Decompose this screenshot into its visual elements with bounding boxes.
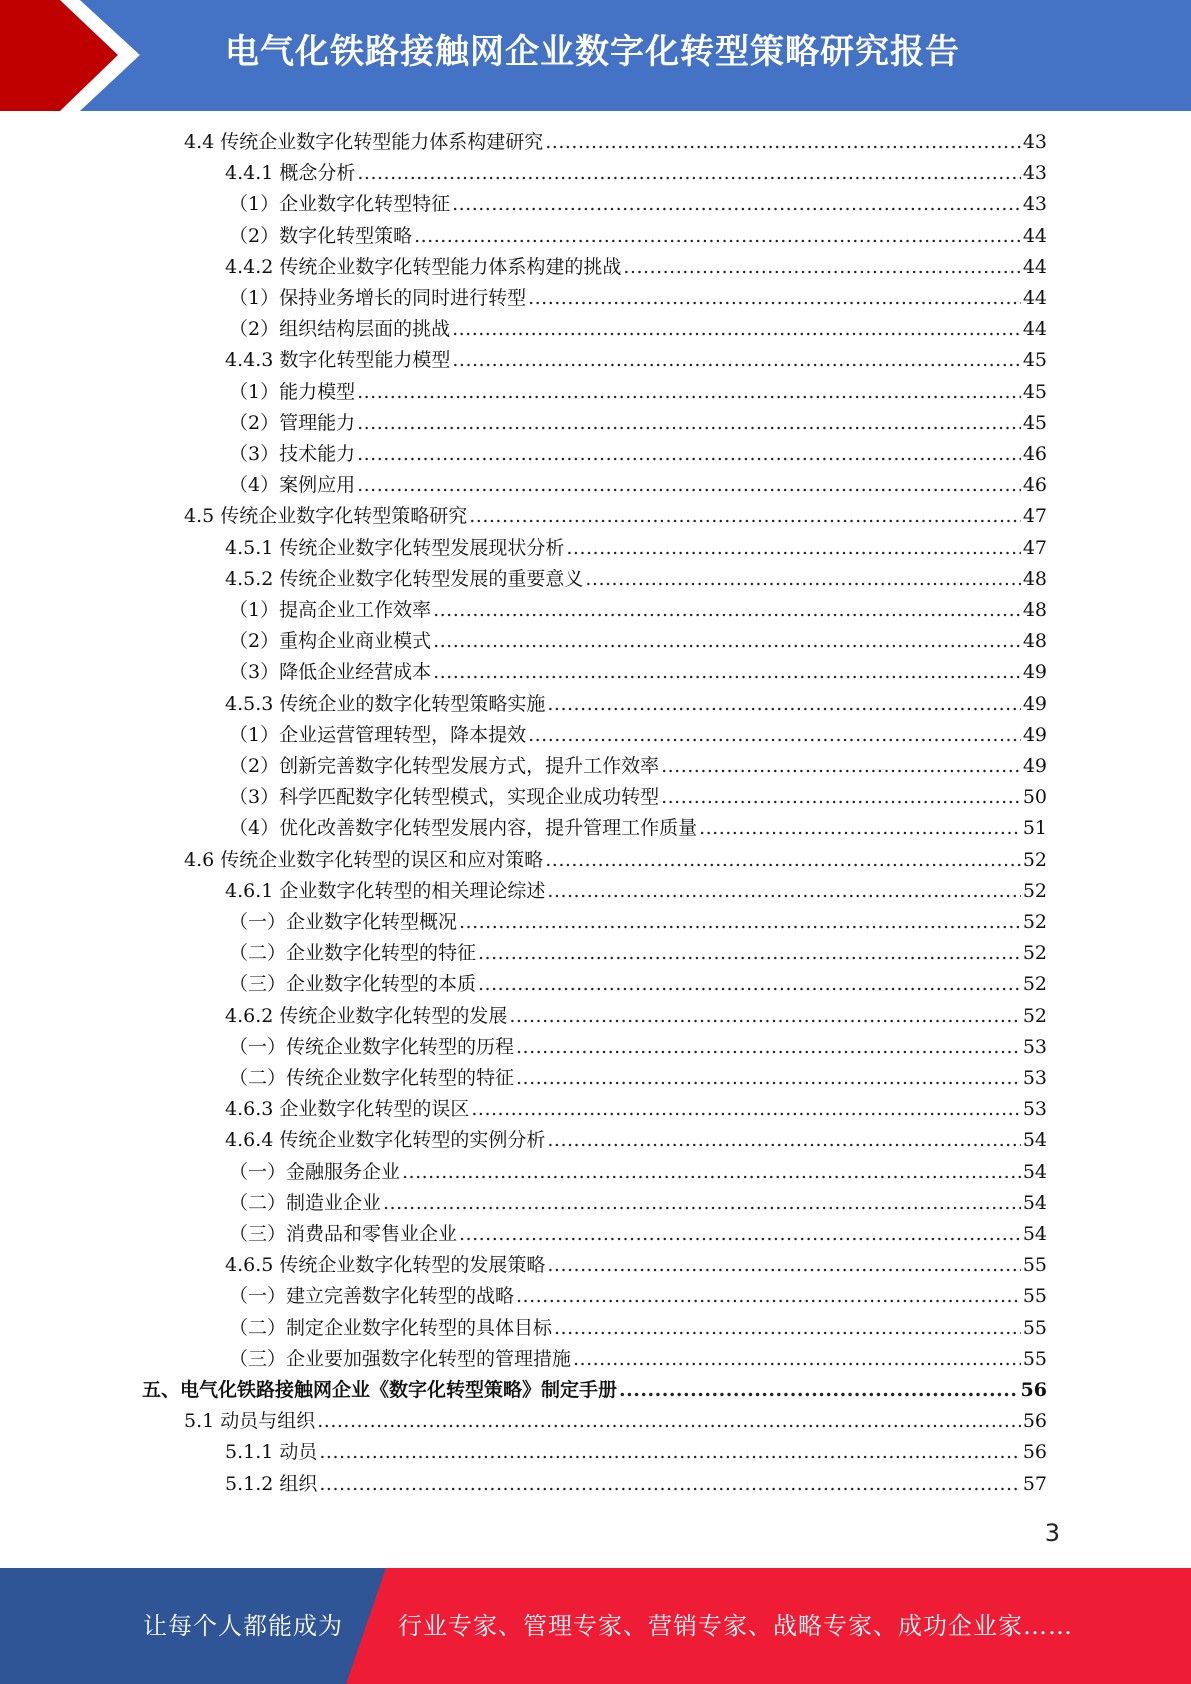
toc-leader-dots <box>478 942 1021 964</box>
toc-entry[interactable] <box>229 907 1047 938</box>
toc-entry[interactable] <box>229 1063 1047 1094</box>
toc-entry[interactable] <box>184 845 1047 876</box>
toc-entry[interactable] <box>229 782 1047 813</box>
document-title: 电气化铁路接触网企业数字化转型策略研究报告 <box>225 32 960 72</box>
toc-entry-label: 5.1.2 组织 <box>225 1472 318 1495</box>
toc-entry[interactable] <box>229 657 1047 688</box>
toc-entry-page: 52 <box>1022 942 1047 965</box>
toc-entry-page: 56 <box>1022 1410 1047 1433</box>
toc-entry-label: 4.5.1 传统企业数字化转型发展现状分析 <box>225 536 565 559</box>
toc-entry[interactable] <box>184 501 1047 532</box>
toc-leader-dots <box>545 849 1021 871</box>
toc-entry-page: 55 <box>1022 1254 1047 1277</box>
toc-entry-label: （2）组织结构层面的挑战 <box>229 318 451 341</box>
toc-entry-page: 44 <box>1022 224 1047 247</box>
toc-entry-page: 54 <box>1022 1223 1047 1245</box>
toc-leader-dots <box>619 1379 1019 1401</box>
toc-entry-page: 49 <box>1022 692 1047 715</box>
toc-entry[interactable] <box>225 1469 1047 1500</box>
toc-leader-dots <box>357 412 1021 434</box>
toc-entry-page: 55 <box>1022 1285 1047 1308</box>
footer-slogan-left: 让每个人都能成为 <box>143 1612 343 1640</box>
toc-entry-page: 49 <box>1022 661 1047 684</box>
toc-entry-label: 4.4.1 概念分析 <box>225 162 356 185</box>
toc-entry-label: （2）管理能力 <box>229 411 356 434</box>
toc-entry-label: （一）企业数字化转型概况 <box>229 911 458 933</box>
toc-entry-page: 46 <box>1022 474 1047 497</box>
toc-leader-dots <box>357 443 1021 465</box>
toc-leader-dots <box>545 131 1021 153</box>
toc-leader-dots <box>547 880 1020 902</box>
toc-entry[interactable] <box>229 1313 1047 1344</box>
toc-entry[interactable] <box>229 1188 1047 1219</box>
toc-entry[interactable] <box>229 439 1047 470</box>
toc-entry[interactable] <box>229 720 1047 751</box>
toc-entry-label: （2）重构企业商业模式 <box>229 630 432 653</box>
toc-leader-dots <box>433 599 1021 621</box>
toc-entry-page: 48 <box>1022 599 1047 621</box>
toc-entry-label: （3）科学匹配数字化转型模式，实现企业成功转型 <box>229 786 660 809</box>
toc-entry-page: 44 <box>1022 255 1047 278</box>
toc-entry-page: 53 <box>1022 1035 1047 1058</box>
toc-entry[interactable] <box>229 1032 1047 1063</box>
toc-leader-dots <box>554 1317 1021 1339</box>
toc-entry-page: 43 <box>1022 193 1047 216</box>
page-footer <box>0 1568 1191 1684</box>
toc-entry-label: （4）案例应用 <box>229 474 356 497</box>
toc-entry[interactable] <box>229 189 1047 220</box>
toc-entry[interactable] <box>225 1094 1047 1125</box>
toc-leader-dots <box>547 1254 1020 1276</box>
toc-entry-page: 45 <box>1022 411 1047 434</box>
toc-entry-label: （一）建立完善数字化转型的战略 <box>229 1285 515 1308</box>
toc-entry-page: 56 <box>1022 1441 1047 1464</box>
toc-leader-dots <box>452 193 1021 215</box>
toc-entry-label: 5.1.1 动员 <box>225 1441 318 1464</box>
toc-entry-page: 55 <box>1022 1347 1047 1370</box>
toc-entry-label: （2）创新完善数字化转型发展方式，提升工作效率 <box>229 755 660 777</box>
toc-leader-dots <box>357 474 1021 496</box>
toc-leader-dots <box>459 1223 1021 1245</box>
toc-entry-label: （一）金融服务企业 <box>229 1160 401 1183</box>
toc-entry[interactable] <box>229 1219 1047 1250</box>
toc-entry-label: （二）制造业企业 <box>229 1191 382 1214</box>
toc-entry[interactable] <box>229 595 1047 626</box>
toc-leader-dots <box>433 630 1021 652</box>
toc-entry-label: 4.6.5 传统企业数字化转型的发展策略 <box>225 1254 546 1277</box>
toc-entry-label: （三）消费品和零售业企业 <box>229 1223 458 1245</box>
toc-entry-page: 46 <box>1022 443 1047 465</box>
toc-entry-page: 45 <box>1022 380 1047 403</box>
toc-leader-dots <box>585 568 1020 590</box>
toc-entry[interactable] <box>225 252 1047 283</box>
toc-entry-label: 4.6.2 传统企业数字化转型的发展 <box>225 1004 508 1027</box>
toc-entry-label: 4.4 传统企业数字化转型能力体系构建研究 <box>184 131 544 153</box>
toc-entry[interactable] <box>229 751 1047 782</box>
toc-entry-label: （1）保持业务增长的同时进行转型 <box>229 287 527 309</box>
toc-entry[interactable] <box>229 314 1047 345</box>
toc-leader-dots <box>452 318 1021 340</box>
toc-entry-page: 53 <box>1022 1098 1047 1121</box>
toc-entry[interactable] <box>225 533 1047 564</box>
toc-leader-dots <box>478 973 1021 995</box>
toc-entry-page: 43 <box>1022 131 1047 153</box>
toc-entry[interactable] <box>229 813 1047 844</box>
toc-entry-page: 48 <box>1022 630 1047 653</box>
toc-entry-label: （二）传统企业数字化转型的特征 <box>229 1067 515 1089</box>
page-header <box>0 0 1191 111</box>
toc-entry[interactable] <box>225 1125 1047 1156</box>
toc-leader-dots <box>516 1036 1021 1058</box>
toc-entry[interactable] <box>229 221 1047 252</box>
toc-entry-page: 54 <box>1022 1160 1047 1183</box>
toc-entry-page: 47 <box>1022 536 1047 559</box>
header-chevron-decoration <box>0 0 160 111</box>
toc-entry-page: 52 <box>1022 879 1047 902</box>
toc-leader-dots <box>319 1473 1020 1495</box>
toc-entry[interactable] <box>225 689 1047 720</box>
toc-leader-dots <box>528 287 1021 309</box>
toc-entry-page: 56 <box>1020 1379 1047 1401</box>
toc-entry[interactable] <box>229 470 1047 501</box>
toc-entry-page: 44 <box>1022 318 1047 341</box>
toc-entry-label: （2）数字化转型策略 <box>229 224 413 247</box>
toc-entry[interactable] <box>142 1375 1047 1406</box>
toc-entry[interactable] <box>229 377 1047 408</box>
toc-entry-page: 57 <box>1022 1472 1047 1495</box>
toc-leader-dots <box>357 162 1020 184</box>
toc-entry[interactable] <box>229 1281 1047 1312</box>
page-number: 3 <box>1044 1519 1060 1547</box>
toc-leader-dots <box>459 911 1021 933</box>
toc-leader-dots <box>623 256 1020 278</box>
toc-leader-dots <box>319 1441 1020 1463</box>
toc-leader-dots <box>469 505 1021 527</box>
toc-entry-page: 44 <box>1022 287 1047 309</box>
toc-leader-dots <box>661 755 1021 777</box>
toc-entry-page: 52 <box>1022 1004 1047 1027</box>
toc-entry-page: 49 <box>1022 723 1047 746</box>
toc-entry[interactable] <box>225 1001 1047 1032</box>
toc-entry-page: 43 <box>1022 162 1047 185</box>
toc-leader-dots <box>383 1192 1021 1214</box>
toc-entry-label: （1）提高企业工作效率 <box>229 599 432 621</box>
toc-entry[interactable] <box>229 938 1047 969</box>
toc-entry-page: 52 <box>1022 848 1047 871</box>
toc-entry-label: 5.1 动员与组织 <box>184 1410 316 1433</box>
toc-leader-dots <box>357 381 1021 403</box>
toc-entry[interactable] <box>184 1406 1047 1437</box>
toc-entry-page: 52 <box>1022 911 1047 933</box>
toc-entry-label: （4）优化改善数字化转型发展内容，提升管理工作质量 <box>229 817 698 840</box>
toc-leader-dots <box>433 661 1021 683</box>
toc-entry[interactable] <box>225 1250 1047 1281</box>
toc-entry[interactable] <box>225 345 1047 376</box>
toc-entry-label: 4.6.4 传统企业数字化转型的实例分析 <box>225 1129 546 1152</box>
toc-leader-dots <box>402 1161 1021 1183</box>
toc-leader-dots <box>661 786 1021 808</box>
toc-entry-label: 4.4.2 传统企业数字化转型能力体系构建的挑战 <box>225 255 622 278</box>
toc-entry[interactable] <box>229 969 1047 1000</box>
toc-entry[interactable] <box>225 1437 1047 1468</box>
toc-entry-label: （3）技术能力 <box>229 443 356 465</box>
toc-entry-label: （二）制定企业数字化转型的具体目标 <box>229 1316 553 1339</box>
toc-entry-label: （三）企业要加强数字化转型的管理措施 <box>229 1347 572 1370</box>
toc-leader-dots <box>452 349 1020 371</box>
toc-entry-label: （一）传统企业数字化转型的历程 <box>229 1035 515 1058</box>
toc-entry[interactable] <box>225 876 1047 907</box>
toc-leader-dots <box>573 1348 1021 1370</box>
toc-entry-label: 4.6 传统企业数字化转型的误区和应对策略 <box>184 848 544 871</box>
toc-entry-label: 4.4.3 数字化转型能力模型 <box>225 349 451 372</box>
footer-slogan-right: 行业专家、管理专家、营销专家、战略专家、成功企业家…… <box>398 1612 1073 1640</box>
toc-entry-page: 54 <box>1022 1191 1047 1214</box>
toc-leader-dots <box>566 537 1020 559</box>
toc-leader-dots <box>471 1098 1020 1120</box>
toc-entry-page: 47 <box>1022 505 1047 528</box>
toc-entry-page: 54 <box>1022 1129 1047 1152</box>
toc-leader-dots <box>509 1005 1020 1027</box>
toc-entry-page: 51 <box>1022 817 1047 840</box>
toc-leader-dots <box>414 225 1021 247</box>
toc-entry-label: （三）企业数字化转型的本质 <box>229 973 477 996</box>
toc-entry[interactable] <box>225 158 1047 189</box>
toc-leader-dots <box>516 1067 1021 1089</box>
toc-entry[interactable] <box>184 127 1047 158</box>
toc-entry-label: （1）企业数字化转型特征 <box>229 193 451 216</box>
toc-leader-dots <box>528 724 1021 746</box>
toc-entry-page: 45 <box>1022 349 1047 372</box>
toc-entry-label: 五、电气化铁路接触网企业《数字化转型策略》制定手册 <box>142 1379 618 1401</box>
toc-entry-page: 49 <box>1022 755 1047 777</box>
toc-entry-page: 50 <box>1022 786 1047 809</box>
toc-entry[interactable] <box>229 626 1047 657</box>
toc-entry-page: 48 <box>1022 567 1047 590</box>
toc-entry-label: 4.5 传统企业数字化转型策略研究 <box>184 505 468 528</box>
toc-entry[interactable] <box>225 564 1047 595</box>
toc-entry-label: 4.6.1 企业数字化转型的相关理论综述 <box>225 879 546 902</box>
toc-entry[interactable] <box>229 1344 1047 1375</box>
toc-leader-dots <box>317 1410 1021 1432</box>
toc-entry-label: （1）企业运营管理转型，降本提效 <box>229 723 527 746</box>
toc-leader-dots <box>699 817 1021 839</box>
toc-entry-page: 55 <box>1022 1316 1047 1339</box>
toc-entry-label: 4.6.3 企业数字化转型的误区 <box>225 1098 470 1121</box>
toc-entry-label: （1）能力模型 <box>229 380 356 403</box>
toc-entry-label: （二）企业数字化转型的特征 <box>229 942 477 965</box>
toc-leader-dots <box>547 1129 1020 1151</box>
toc-entry-label: （3）降低企业经营成本 <box>229 661 432 684</box>
toc-leader-dots <box>547 693 1020 715</box>
toc-entry-label: 4.5.3 传统企业的数字化转型策略实施 <box>225 692 546 715</box>
toc-entry[interactable] <box>229 283 1047 314</box>
toc-entry[interactable] <box>229 1157 1047 1188</box>
toc-entry-page: 52 <box>1022 973 1047 996</box>
toc-entry-page: 53 <box>1022 1067 1047 1089</box>
toc-leader-dots <box>516 1285 1021 1307</box>
toc-entry[interactable] <box>229 408 1047 439</box>
toc-entry-label: 4.5.2 传统企业数字化转型发展的重要意义 <box>225 567 584 590</box>
